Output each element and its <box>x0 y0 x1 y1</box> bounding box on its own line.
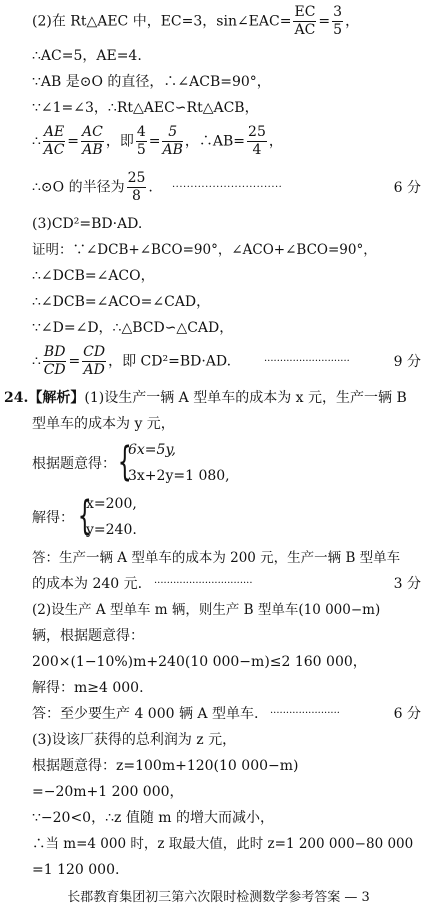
left-brace: { <box>117 439 132 485</box>
score-label: 6 分 <box>393 180 421 196</box>
solution-line: 辆，根据题意得： <box>32 628 144 644</box>
solution-line: 根据题意得：z=100m+120(10 000−m) <box>32 758 299 774</box>
solution-line: 型单车的成本为 y 元， <box>32 416 175 432</box>
leader-dots: ······················ <box>270 708 340 719</box>
leader-dots: ··························· <box>264 356 350 367</box>
fraction: $\frac{CD}{AD}$ <box>83 344 106 378</box>
fraction: $\frac{BD}{CD}$ <box>43 344 66 378</box>
fraction: $\frac{25}{8}$ <box>127 170 146 204</box>
leader-dots: ······························ <box>172 182 283 193</box>
solution-line: 答：至少要生产 4 000 辆 A 型单车. ······················ 6 分 <box>32 706 421 722</box>
score-label: 9 分 <box>393 354 421 370</box>
score-label: 6 分 <box>393 706 421 722</box>
solution-line: 的成本为 240 元. ······························· 3 分 <box>32 576 421 592</box>
solution-line: (2)设生产 A 型单车 m 辆，则生产 B 型单车(10 000−m) <box>32 602 381 618</box>
solution-line: ∴∠DCB=∠ACO=∠CAD， <box>32 294 211 310</box>
solution-line: ∴AC=5，AE=4. <box>32 48 142 64</box>
fraction: $\frac{25}{4}$ <box>248 124 266 158</box>
solution-line: ∵AB 是⊙O 的直径，∴∠ACB=90°， <box>32 74 271 90</box>
fraction: $\frac{5}{AB}$ <box>162 124 183 158</box>
text: (2)在 Rt△AEC 中，EC=3，sin∠EAC= <box>32 13 292 30</box>
solution-line: =−20m+1 200 000， <box>32 784 184 800</box>
solution-line: ∴∠DCB=∠ACO， <box>32 268 155 284</box>
solution-line: ∴⊙O 的半径为 $\frac{25}{8}$ . ······························ 6 分 <box>32 170 421 204</box>
question-24-line: 24.【解析】(1)设生产一辆 A 型单车的成本为 x 元，生产一辆 B <box>4 390 407 406</box>
solution-line: (2)在 Rt△AEC 中，EC=3，sin∠EAC= $\frac{EC}{AC}$ = $\frac{3}{5}$ ， <box>32 4 360 38</box>
fraction: $\frac{4}{5}$ <box>136 124 146 158</box>
left-brace: { <box>77 493 92 539</box>
score-label: 3 分 <box>393 576 421 592</box>
solution-line: 解得：m≥4 000. <box>32 680 144 696</box>
solution-line: 证明：∵∠DCB+∠BCO=90°，∠ACO+∠BCO=90°， <box>32 242 377 258</box>
page-footer: 长郡教育集团初三第六次限时检测数学参考答案 — 3 <box>67 890 370 905</box>
solution-line: ∵∠1=∠3，∴Rt△AEC∽Rt△ACB， <box>32 100 259 116</box>
solution-line: (3)设该厂获得的总利润为 z 元， <box>32 732 237 748</box>
equation-system: 解得： { x=200, y=240. <box>32 493 137 539</box>
fraction: $\frac{EC}{AC}$ <box>294 4 316 38</box>
solution-line: ∵−20<0，∴z 值随 m 的增大而减小， <box>32 810 274 826</box>
question-number: 24. <box>4 390 29 406</box>
solution-line: ∴当 m=4 000 时，z 取最大值，此时 z=1 200 000−80 000 <box>32 836 414 852</box>
fraction: $\frac{3}{5}$ <box>333 4 343 38</box>
solution-line: ∴ $\frac{AE}{AC}$ = $\frac{AC}{AB}$ ，即 $\frac{4}{5}$ = $\frac{5}{AB}$ ，∴AB= $\frac{25}{4}$ ， <box>32 124 283 158</box>
analysis-tag: 【解析】 <box>28 390 85 406</box>
fraction: $\frac{AE}{AC}$ <box>43 124 65 158</box>
solution-line: ∴ $\frac{BD}{CD}$ = $\frac{CD}{AD}$ ，即 CD²=BD·AD. ··························· 9 分 <box>32 344 421 378</box>
solution-line: (3)CD²=BD·AD. <box>32 216 143 232</box>
leader-dots: ······························· <box>154 578 253 589</box>
equation-system: 根据题意得： { 6x=5y, 3x+2y=1 080, <box>32 439 230 485</box>
solution-line: ∵∠D=∠D，∴△BCD∽△CAD， <box>32 320 234 336</box>
fraction: $\frac{AC}{AB}$ <box>82 124 103 158</box>
solution-line: 答：生产一辆 A 型单车的成本为 200 元，生产一辆 B 型单车 <box>32 550 401 566</box>
solution-line: =1 120 000. <box>32 862 120 878</box>
solution-line: 200×(1−10%)m+240(10 000−m)≤2 160 000， <box>32 654 367 670</box>
